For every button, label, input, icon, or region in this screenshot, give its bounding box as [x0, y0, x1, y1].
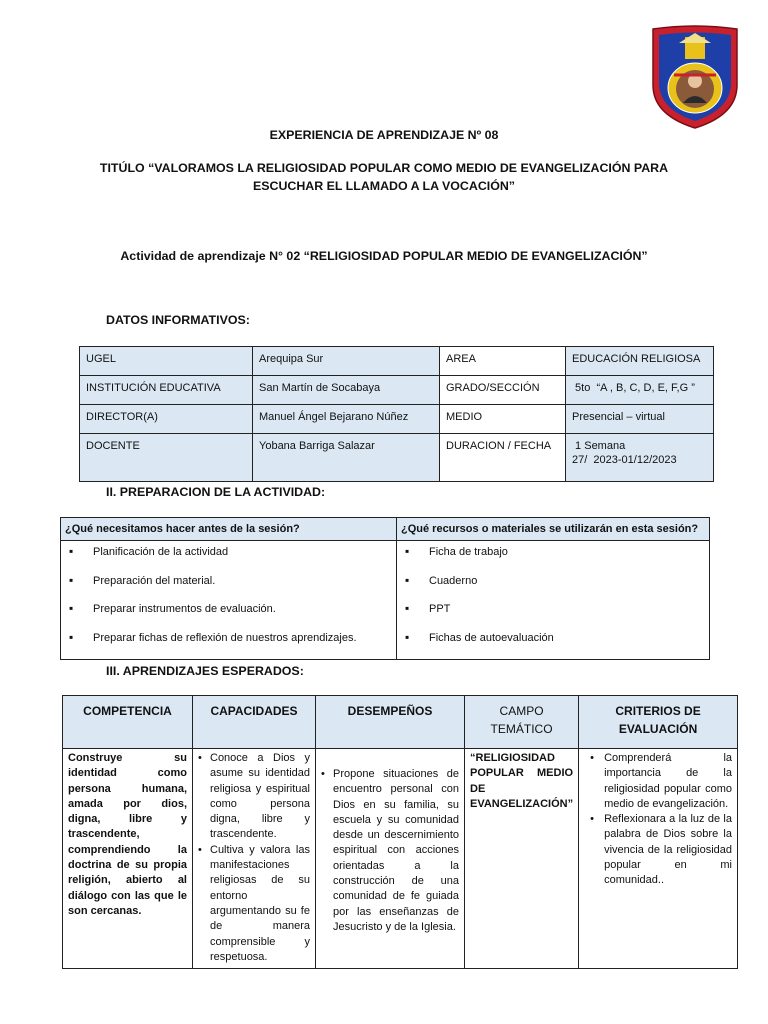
datos-label: AREA: [440, 347, 566, 376]
list-item: • Cultiva y valora las manifestaciones religiosas de su entorno argumentando su fe de manera comprensible y respetuosa.: [198, 843, 310, 965]
list-item: • Comprenderá la importancia de la religiosidad popular como medio de evangelización.: [590, 751, 732, 812]
aprendizajes-table: [62, 695, 738, 969]
list-item: • Propone situaciones de encuentro personal con Dios en su familia, su escuela y su comunidad desde un descernimiento espiritual con acciones orientadas a la construcción de una comunidad de fe guiada por las enseñanzas de Jesucristo y de la Iglesia.: [321, 767, 459, 935]
subtitle-line-1: TITÚLO “VALORAMOS LA RELIGIOSIDAD POPULAR COMO MEDIO DE EVANGELIZACIÓN PARA: [99, 161, 669, 175]
datos-value: 5to “A , B, C, D, E, F,G ”: [566, 376, 714, 405]
header-capacidades: CAPACIDADES: [193, 696, 316, 749]
preparacion-list-2: [403, 545, 703, 645]
desempenos-list: [321, 767, 459, 935]
preparacion-col1-header: ¿Qué necesitamos hacer antes de la sesión?: [61, 518, 397, 541]
preparacion-col2-header: ¿Qué recursos o materiales se utilizarán en esta sesión?: [397, 518, 710, 541]
list-item: ▪ Fichas de autoevaluación: [403, 631, 703, 645]
activity-title: Actividad de aprendizaje N° 02 “RELIGIOSIDAD POPULAR MEDIO DE EVANGELIZACIÓN”: [120, 249, 648, 263]
datos-value: Manuel Ángel Bejarano Núñez: [253, 405, 440, 434]
preparacion-col1: [61, 541, 397, 660]
datos-heading: DATOS INFORMATIVOS:: [106, 313, 250, 327]
list-item: ▪ Preparar instrumentos de evaluación.: [67, 602, 390, 616]
list-item: ▪ Ficha de trabajo: [403, 545, 703, 559]
list-item: ▪ PPT: [403, 602, 703, 616]
duracion-fecha: 27/ 2023-01/12/2023: [572, 454, 677, 466]
datos-label: DOCENTE: [80, 434, 253, 482]
duracion-semana: 1 Semana: [572, 440, 626, 452]
datos-value: Arequipa Sur: [253, 347, 440, 376]
table-row: [80, 434, 714, 482]
header-campo: CAMPO TEMÁTICO: [465, 696, 579, 749]
datos-label: MEDIO: [440, 405, 566, 434]
header-competencia: COMPETENCIA: [63, 696, 193, 749]
table-row: [63, 749, 738, 969]
table-row: [63, 696, 738, 749]
list-item: ▪ Planificación de la actividad: [67, 545, 390, 559]
list-item: • Reflexionara a la luz de la palabra de Dios sobre la vivencia de la religiosidad popular en mi comunidad..: [590, 812, 732, 888]
list-item: ▪ Preparación del material.: [67, 574, 390, 588]
table-row: [80, 347, 714, 376]
datos-value: San Martín de Socabaya: [253, 376, 440, 405]
datos-label: DURACION / FECHA: [440, 434, 566, 482]
datos-table: [79, 346, 714, 482]
header-criterios: CRITERIOS DE EVALUACIÓN: [579, 696, 738, 749]
preparacion-heading: II. PREPARACION DE LA ACTIVIDAD:: [106, 485, 326, 499]
list-item: ▪ Cuaderno: [403, 574, 703, 588]
list-item: ▪ Preparar fichas de reflexión de nuestros aprendizajes.: [67, 631, 390, 645]
datos-value-duracion: [566, 434, 714, 482]
datos-value: Presencial – virtual: [566, 405, 714, 434]
capacidades-cell: [193, 749, 316, 969]
preparacion-list-1: [67, 545, 390, 645]
datos-label: GRADO/SECCIÓN: [440, 376, 566, 405]
datos-value: EDUCACIÓN RELIGIOSA: [566, 347, 714, 376]
preparacion-table: [60, 517, 710, 660]
table-row: [80, 376, 714, 405]
preparacion-col2: [397, 541, 710, 660]
capacidades-list: [198, 751, 310, 965]
subtitle-line-2: ESCUCHAR EL LLAMADO A LA VOCACIÓN”: [252, 179, 516, 193]
table-row: [80, 405, 714, 434]
datos-label: INSTITUCIÓN EDUCATIVA: [80, 376, 253, 405]
datos-label: DIRECTOR(A): [80, 405, 253, 434]
header-desempenos: DESEMPEÑOS: [316, 696, 465, 749]
aprendizajes-heading: III. APRENDIZAJES ESPERADOS:: [106, 664, 304, 678]
criterios-list: [584, 751, 732, 889]
table-row: [61, 541, 710, 660]
school-crest-logo: [649, 23, 741, 130]
table-row: [61, 518, 710, 541]
desempenos-cell: [316, 749, 465, 969]
experience-title: EXPERIENCIA DE APRENDIZAJE Nº 08: [269, 128, 499, 142]
competencia-cell: Construye su identidad como persona humana, amada por dios, digna, libre y trascendente, comprendiendo la doctrina de su propia religión, abierto al diálogo con las que le son cercanas.: [63, 749, 193, 969]
campo-cell: “RELIGIOSIDAD POPULAR MEDIO DE EVANGELIZACIÓN”: [465, 749, 579, 969]
list-item: • Conoce a Dios y asume su identidad religiosa y espiritual como persona digna, libre y trascendente.: [198, 751, 310, 843]
criterios-cell: [579, 749, 738, 969]
datos-label: UGEL: [80, 347, 253, 376]
datos-value: Yobana Barriga Salazar: [253, 434, 440, 482]
